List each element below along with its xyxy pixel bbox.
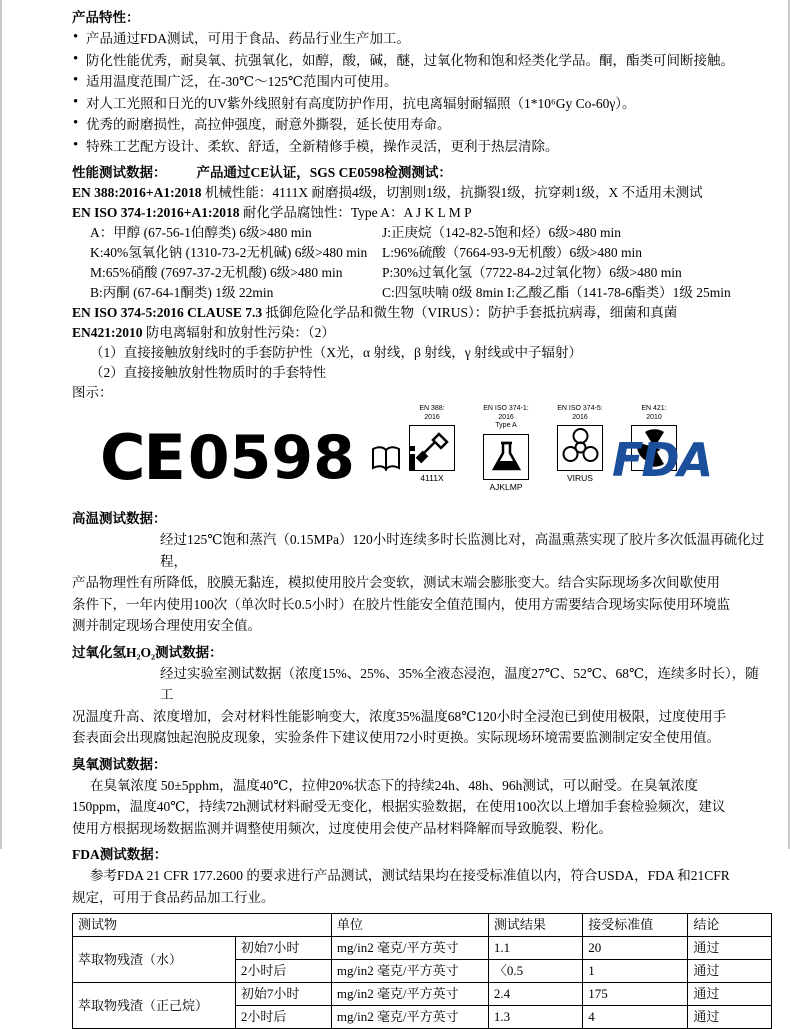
en374-1-label: AJKLMP [489,481,523,492]
book-icon [371,445,401,471]
cell-result: 〈0.5 [488,960,582,983]
cell-result: 1.3 [488,1006,582,1029]
high-temp-paragraph: 测并制定现场合理使用安全值。 [72,618,261,633]
cell-unit: mg/in2 毫克/平方英寸 [331,1006,488,1029]
en374-1-line [72,203,768,223]
chemical-left: B:丙酮 (67-64-1酮类) 1级 22min [90,285,274,300]
chemical-right: J:正庚烷（142-82-5饱和烃）6级>480 min [382,225,621,240]
ce-logo-icon: CE [100,421,184,494]
performance-title: 性能测试数据： [72,165,167,180]
fda-test-paragraph: 规定，可用于食品药品加工行业。 [72,889,275,905]
product-features-title: 产品特性： [72,10,140,25]
fda-test-paragraph: 参考FDA 21 CFR 177.2600 的要求进行产品测试，测试结果均在接受标准值以内，符合USDA，FDA 和21CFR [90,868,730,883]
en374-1-caption-line1: EN ISO 374-1: [483,405,529,412]
en421-item: （2）直接接触放射性物质时的手套特性 [90,365,327,380]
standard-en388 [402,405,462,492]
th-test-item: 测试物 [73,914,332,937]
cell-unit: mg/in2 毫克/平方英寸 [331,937,488,960]
h2o2-paragraph: 套表面会出现腐蚀起泡脱皮现象，实验条件下建议使用72小时更换。实际现场环境需要监测制定安全使用值。 [72,730,720,745]
en374-5-line [72,303,768,323]
h2o2-title: 过氧化氢H₂O₂测试数据： [72,644,223,660]
standard-en374-5 [550,405,610,492]
list-item: • 适用温度范围广泛，在-30℃～125℃范围内可使用。 [72,71,768,93]
en374-5-standard: EN ISO 374-5:2016 CLAUSE 7.3 [72,305,263,320]
en374-5-caption-line2: 2016 [572,413,588,421]
en374-5-label: VIRUS [567,473,593,483]
en374-1-caption-line2: 2016 [498,413,514,421]
en388-line [72,183,768,203]
chemical-right: L:96%硫酸（7664-93-9无机酸）6级>480 min [382,245,642,260]
chemical-row [72,283,768,303]
th-unit: 单位 [331,914,488,937]
ozone-paragraph: 使用方根据现场数据监测并调整使用频次，过度使用会使产品材料降解而导致脆裂、粉化。 [72,820,612,836]
high-temp-paragraph: 产品物理性有所降低，胶膜无黏连，模拟使用胶片会变软，测试末端会膨胀变大。结合实际现场多次间歇使用 [72,575,720,590]
cell-conclusion: 通过 [688,1006,772,1029]
cell-conclusion: 通过 [688,960,772,983]
en421-standard: EN421:2010 [72,325,143,340]
chemical-right: C:四氢呋喃 0级 8min I:乙酸乙酯（141-78-6酯类）1级 25min [382,285,731,300]
cell-standard: 1 [583,960,688,983]
table-header-row [73,914,772,937]
en388-standard: EN 388:2016+A1:2018 [72,185,202,200]
list-item: • 优秀的耐磨损性，高拉伸强度，耐意外撕裂，延长使用寿命。 [72,114,768,136]
h2o2-paragraph: 经过实验室测试数据（浓度15%、25%、35%全液态浸泡，温度27℃、52℃、68℃，连续多时长），随工 [160,665,759,702]
en388-caption-line2: 2016 [424,413,440,421]
high-temp-paragraph: 经过125℃饱和蒸汽（0.15MPa）120小时连续多时长监测比对，高温熏蒸实现了胶片多次低温再硫化过程， [160,532,765,569]
cell-conclusion: 通过 [688,937,772,960]
table-row [73,983,772,1006]
chemical-left: K:40%氢氧化钠 (1310-73-2无机碱) 6级>480 min [90,245,368,260]
cell-result: 2.4 [488,983,582,1006]
biohazard-icon [557,425,603,471]
en388-caption-line1: EN 388: [419,405,445,412]
chemical-left: M:65%硝酸 (7697-37-2无机酸) 6级>480 min [90,265,343,280]
cell-standard: 4 [583,1006,688,1029]
th-conclusion: 结论 [688,914,772,937]
en388-label: 4111X [420,473,444,483]
chemical-row [72,223,768,243]
chemical-left: A：甲醇 (67-56-1伯醇类) 6级>480 min [90,225,312,240]
en374-5-text: 抵御危险化学品和微生物（VIRUS）：防护手套抵抗病毒，细菌和真菌 [265,305,678,320]
certification-logos [72,405,768,509]
fda-test-title: FDA测试数据： [72,847,168,862]
h2o2-paragraph: 况温度升高、浓度增加，会对材料性能影响变大，浓度35%温度68℃120小时全浸泡已到使用极限，过度使用手 [72,708,727,724]
en421-caption-line1: EN 421: [641,405,667,412]
erlenmeyer-flask-icon [483,434,529,480]
ce-mark-block [100,421,419,494]
cell-unit: mg/in2 毫克/平方英寸 [331,983,488,1006]
high-temp-paragraph: 条件下，一年内使用100次（单次时长0.5小时）在胶片性能安全值范围内，使用方需要结合现场实际使用环境监 [72,596,731,612]
cell-standard: 20 [583,937,688,960]
cell-result: 1.1 [488,937,582,960]
en421-caption-line2: 2010 [646,413,662,421]
en374-1-standard: EN ISO 374-1:2016+A1:2018 [72,205,240,220]
table-row [73,937,772,960]
en421-item: （1）直接接触放射线时的手套防护性（X光，α 射线，β 射线，γ 射线或中子辐射） [90,345,583,360]
cell-standard: 175 [583,983,688,1006]
cell-time: 初始7小时 [235,937,331,960]
ce-number: 0598 [187,423,355,493]
cell-time: 2小时后 [235,1006,331,1029]
list-item: • 特殊工艺配方设计、柔软、舒适，全新精修手模，操作灵活，更利于热层清除。 [72,136,768,158]
cell-unit: mg/in2 毫克/平方英寸 [331,960,488,983]
en388-text: 机械性能：4111X 耐磨损4级，切割则1级，抗撕裂1级，抗穿刺1级，X 不适用未测试 [204,185,703,200]
cell-conclusion: 通过 [688,983,772,1006]
standard-en374-1 [476,405,536,492]
list-item: • 产品通过FDA测试，可用于食品、药品行业生产加工。 [72,28,768,50]
cell-test-name: 萃取物残渣（水） [73,937,236,983]
chemical-row [72,243,768,263]
cell-test-name: 萃取物残渣（正己烷） [73,983,236,1029]
en374-1-text: 耐化学品腐蚀性：Type A：A J K L M P [242,205,472,220]
diagram-label: 图示： [72,385,113,400]
ozone-paragraph: 150ppm，温度40℃，持续72h测试材料耐受无变化，根据实验数据，在使用100次以上增加手套检验频次，建议 [72,799,726,814]
cell-time: 初始7小时 [235,983,331,1006]
ozone-title: 臭氧测试数据： [72,756,167,772]
high-temp-title: 高温测试数据： [72,511,167,526]
th-standard: 接受标准值 [583,914,688,937]
product-features-list [72,28,768,157]
performance-subtitle: 产品通过CE认证，SGS CE0598检测测试： [196,165,452,180]
performance-heading [72,163,768,183]
th-result: 测试结果 [488,914,582,937]
en374-5-caption-line1: EN ISO 374-5: [557,405,603,412]
hammer-icon [409,425,455,471]
list-item: • 对人工光照和日光的UV紫外线照射有高度防护作用，抗电离辐射耐辐照（1*10⁶Gy Co-60γ）。 [72,93,768,115]
fda-results-table [72,913,772,1029]
en421-text: 防电离辐射和放射性污染：（2） [145,325,335,340]
en421-line [72,323,768,343]
cell-time: 2小时后 [235,960,331,983]
chemical-row [72,263,768,283]
chemical-right: P:30%过氧化氢（7722-84-2过氧化物）6级>480 min [382,265,682,280]
ozone-paragraph: 在臭氧浓度 50±5pphm，温度40℃，拉伸20%状态下的持续24h、48h、96h测试，可以耐受。在臭氧浓度 [90,777,698,793]
fda-logo-icon: FDA [612,433,712,487]
list-item: • 防化性能优秀，耐臭氧、抗强氧化，如醇，酸，碱，醚，过氧化物和饱和烃类化学品。酮，酯类可间断接触。 [72,50,768,72]
en374-1-caption-line3: Type A [495,422,517,429]
